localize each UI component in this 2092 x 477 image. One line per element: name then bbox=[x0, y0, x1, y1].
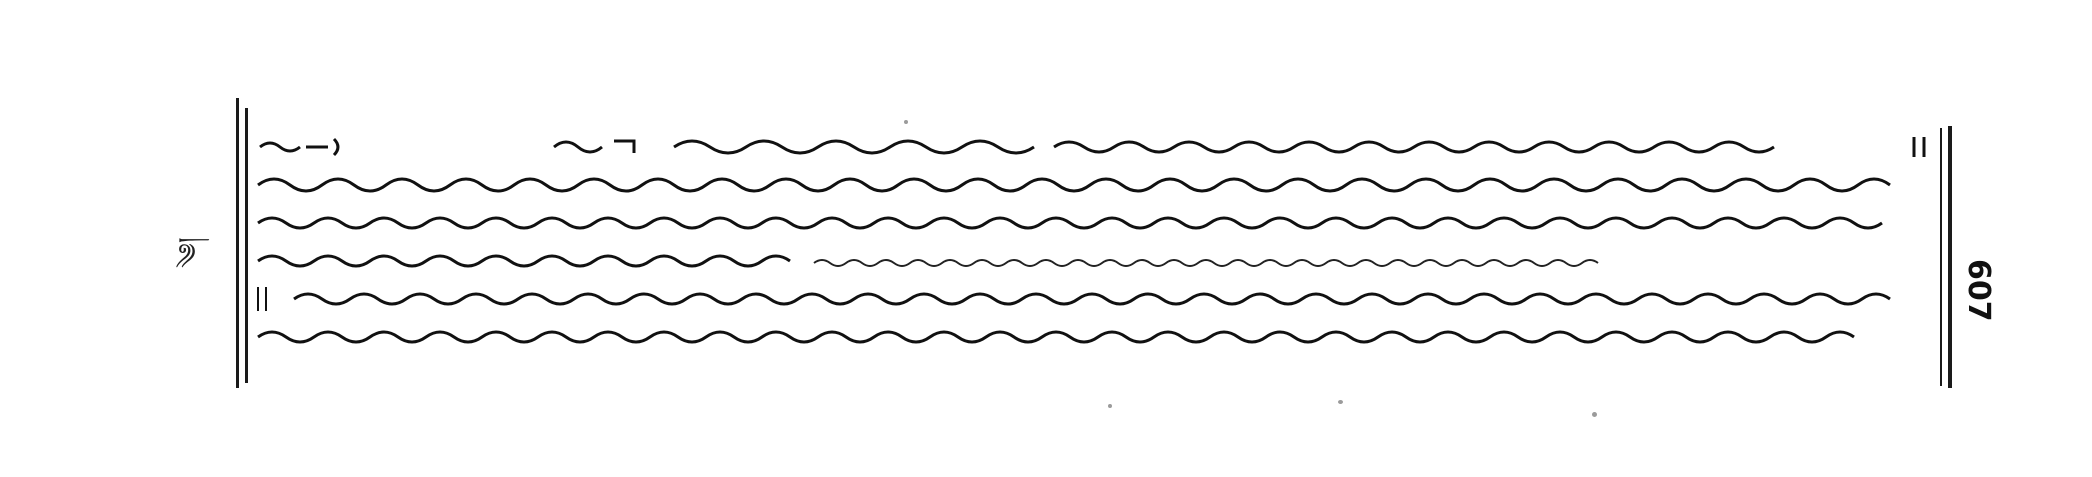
script-line-6-glyphs bbox=[254, 319, 1934, 355]
text-block bbox=[254, 129, 1934, 394]
left-border-rule-inner bbox=[245, 108, 248, 383]
right-border-rule bbox=[1948, 126, 1952, 388]
text-line-5 bbox=[254, 281, 1934, 317]
script-line-5-glyphs bbox=[254, 281, 1934, 317]
ink-speck bbox=[1338, 400, 1343, 404]
script-line-2-glyphs bbox=[254, 167, 1934, 203]
left-border-rule bbox=[236, 98, 239, 388]
right-border-rule-inner bbox=[1940, 128, 1942, 386]
script-line-3-glyphs bbox=[254, 205, 1934, 241]
ink-speck bbox=[1108, 404, 1112, 408]
text-line-3 bbox=[254, 205, 1934, 241]
margin-title: ༄། bbox=[174, 237, 204, 268]
script-line-4-glyphs bbox=[254, 243, 1934, 279]
text-line-1 bbox=[254, 129, 1934, 165]
text-line-4 bbox=[254, 243, 1934, 279]
script-line-1-glyphs bbox=[254, 129, 1934, 165]
text-line-6 bbox=[254, 319, 1934, 355]
text-line-2 bbox=[254, 167, 1934, 203]
ink-speck bbox=[904, 120, 908, 124]
page-number: 607 bbox=[1961, 258, 1996, 322]
ink-speck bbox=[1592, 412, 1597, 417]
